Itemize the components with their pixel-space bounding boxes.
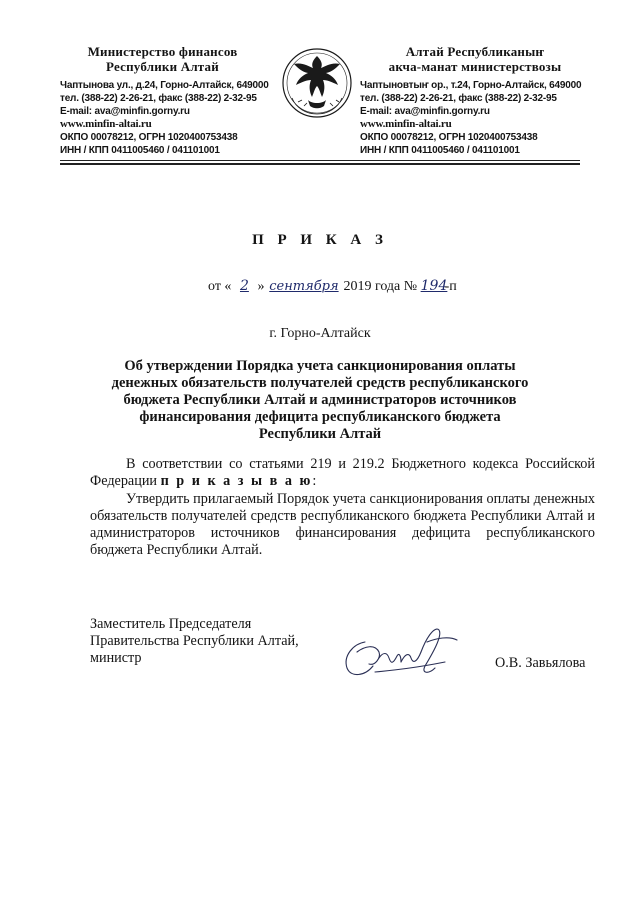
ministry-address-alt: Чаптыновтыҥ ор., т.24, Горно-Алтайск, 649000 [360, 80, 582, 91]
altai-republic-emblem-icon [278, 42, 356, 124]
order-verb: п р и к а з ы в а ю [160, 473, 313, 489]
ministry-phone-alt: тел. (388-22) 2-26-21, факс (388-22) 2-32-95 [360, 93, 557, 104]
ministry-okpo-ru: ОКПО 00078212, ОГРН 1020400753438 [60, 132, 238, 143]
letterhead-left [60, 44, 290, 157]
handwritten-order-number: 194 [420, 278, 448, 294]
number-prefix: № [403, 279, 418, 294]
ministry-email-ru: E-mail: ava@minfin.gorny.ru [60, 106, 190, 117]
signer-position-line1: Заместитель Председателя [90, 616, 252, 632]
order-date-line [208, 278, 457, 295]
signer-name: О.В. Завьялова [495, 655, 586, 671]
body-paragraph-1-text: В соответствии со статьями 219 и 219.2 Бюджетного кодекса Российской Федерации [90, 456, 595, 489]
ministry-address-ru: Чаптынова ул., д.24, Горно-Алтайск, 649000 [60, 80, 269, 91]
handwritten-signature-icon [335, 622, 465, 684]
ministry-website-ru: www.minfin-altai.ru [60, 118, 152, 130]
date-prefix: от « [208, 279, 232, 294]
date-year: 2019 года [343, 279, 401, 294]
ministry-okpo-alt: ОКПО 00078212, ОГРН 1020400753438 [360, 132, 538, 143]
body-paragraph-1-end: : [312, 473, 317, 489]
signer-position-line3: министр [90, 650, 142, 666]
ministry-name-alt-line2: акча-манат министерствозы [388, 59, 562, 74]
ministry-email-alt: E-mail: ava@minfin.gorny.ru [360, 106, 490, 117]
letterhead-right [360, 44, 600, 157]
signer-position [90, 616, 299, 667]
letterhead-divider-bottom [60, 163, 580, 165]
handwritten-day: 2 [239, 278, 249, 294]
ministry-name-alt-line1: Алтай Республиканыҥ [405, 44, 545, 59]
city: г. Горно-Алтайск [269, 326, 371, 341]
signer-position-line2: Правительства Республики Алтай, [90, 633, 299, 649]
body-paragraph-2: Утвердить прилагаемый Порядок учета санкционирования оплаты денежных обязательств получателей средств республиканского бюджета Республики Алтай и администраторов источников финансирования дефицита республиканского бюджета Республики Алтай. [90, 491, 595, 558]
letterhead-divider-top [60, 160, 580, 161]
order-subject: Об утверждении Порядка учета санкционирования оплаты денежных обязательств получателей средств республиканского бюджета Республики Алтай и администраторов источников финансирования дефицита республиканского бюджета Республики Алтай [111, 358, 529, 442]
ministry-inn-ru: ИНН / КПП 0411005460 / 041101001 [60, 145, 220, 156]
ministry-name-ru-line2: Республики Алтай [106, 59, 219, 74]
date-mid: » [257, 279, 265, 294]
number-suffix: -п [444, 279, 457, 294]
ministry-inn-alt: ИНН / КПП 0411005460 / 041101001 [360, 145, 520, 156]
body-paragraph-1 [90, 456, 595, 490]
ministry-phone-ru: тел. (388-22) 2-26-21, факс (388-22) 2-32-95 [60, 93, 257, 104]
ministry-name-ru-line1: Министерство финансов [87, 44, 238, 59]
document-title: П Р И К А З [252, 232, 388, 248]
ministry-website-alt: www.minfin-altai.ru [360, 118, 452, 130]
handwritten-month: сентября [269, 279, 339, 294]
